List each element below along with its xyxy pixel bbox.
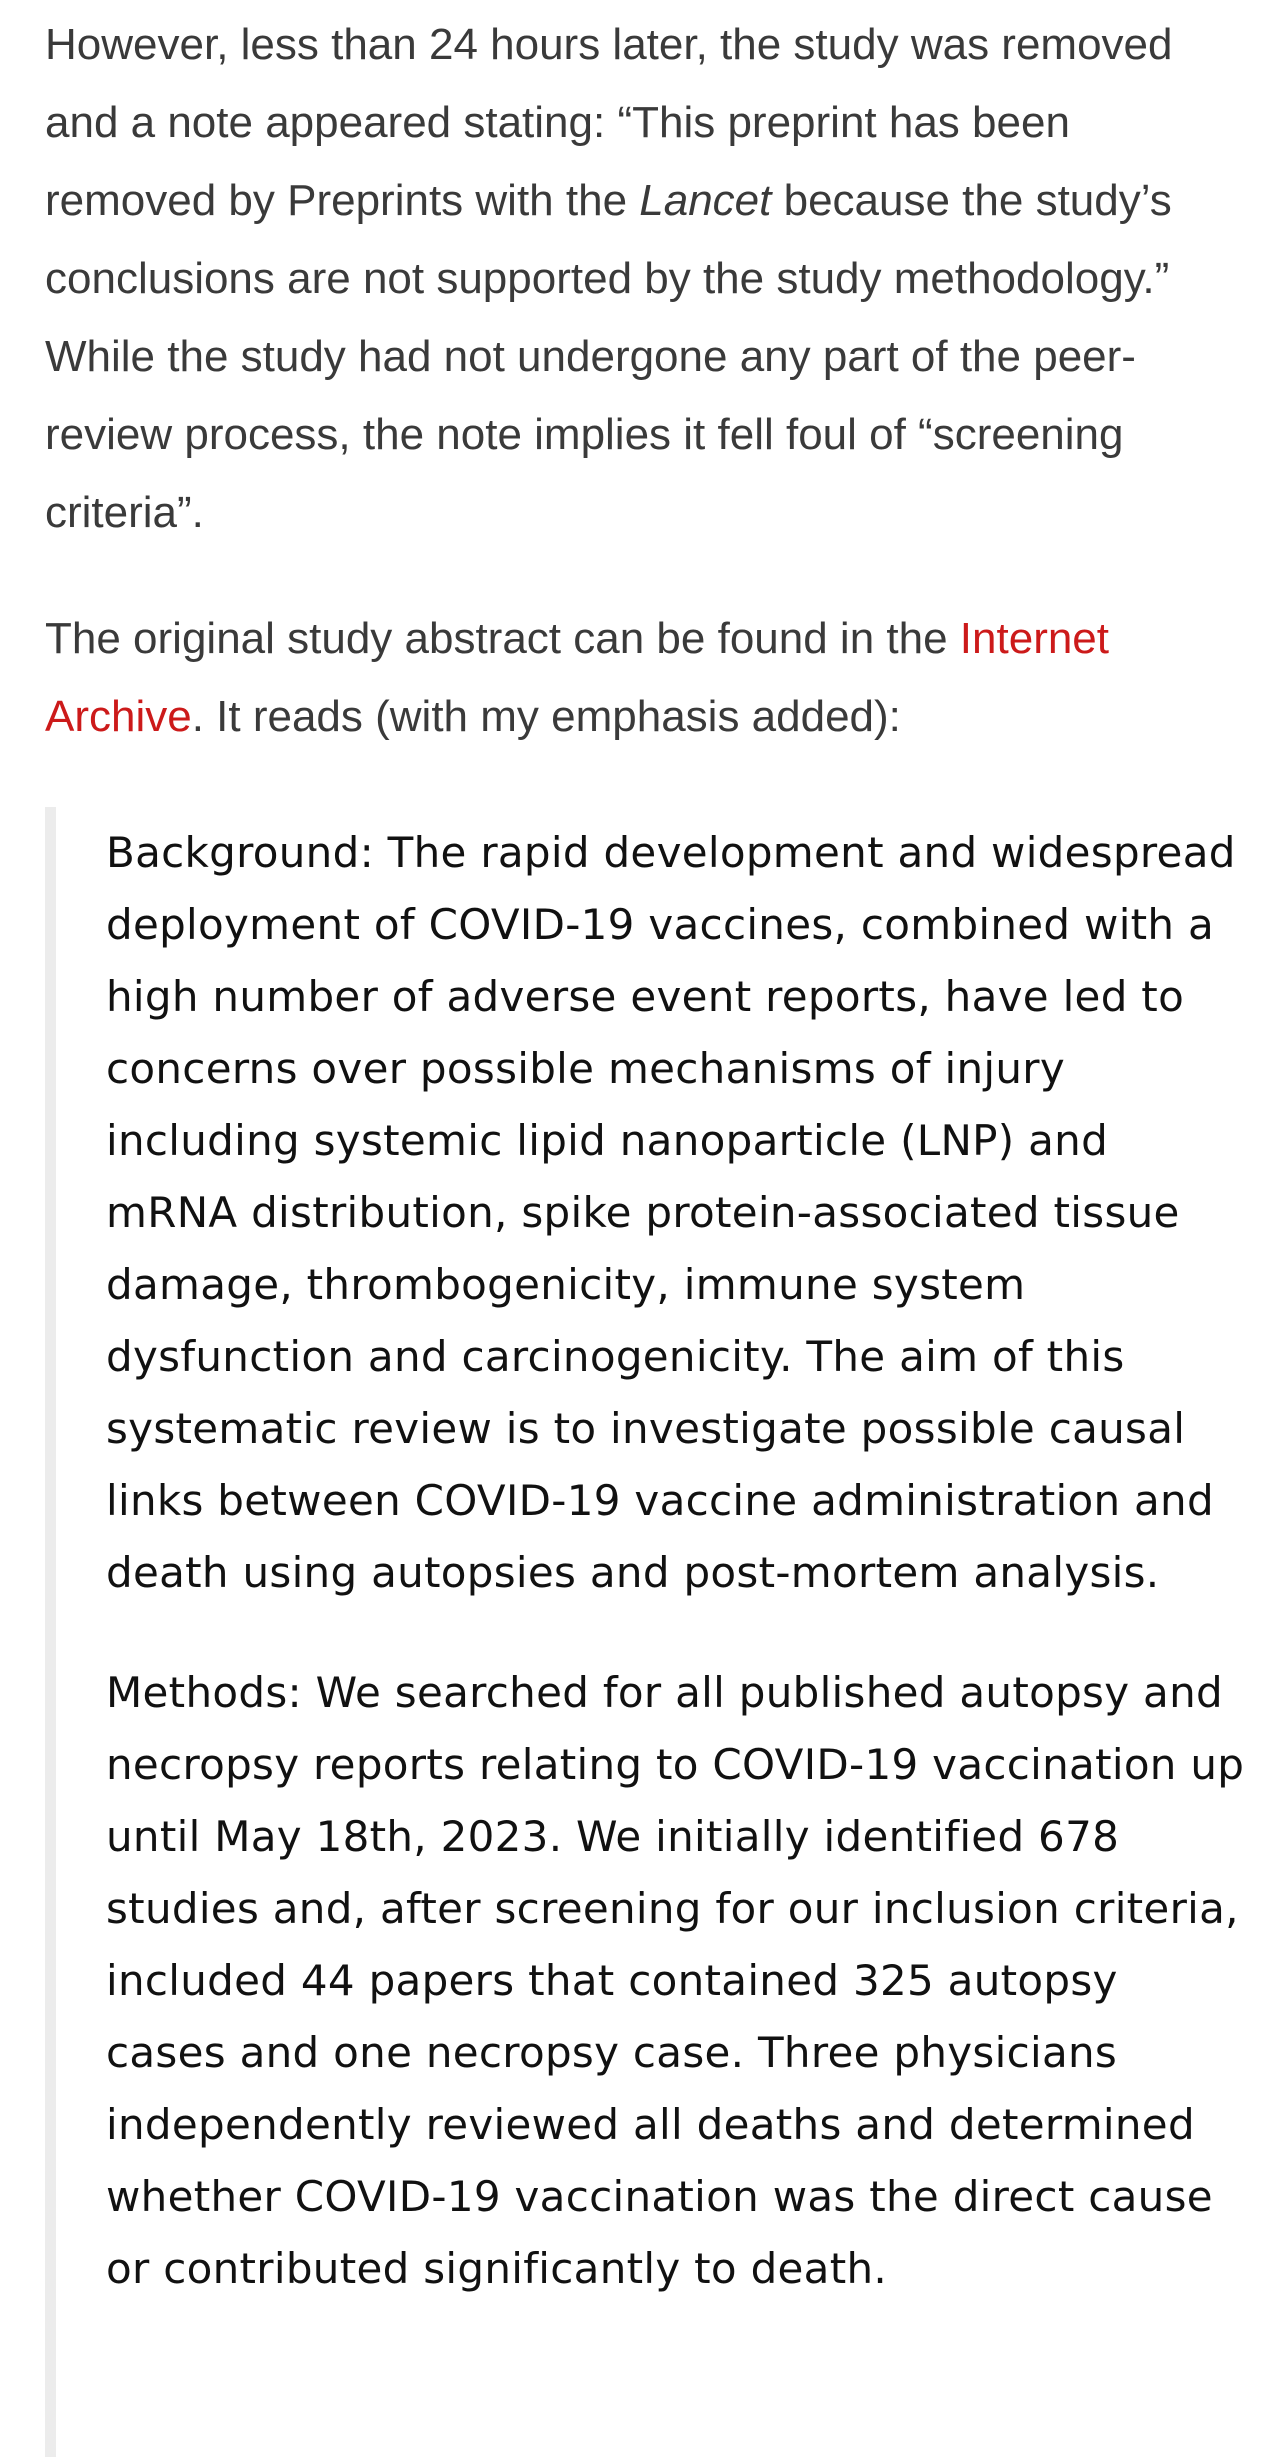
paragraph-2-text-after: . It reads (with my emphasis added): <box>191 692 901 741</box>
paragraph-removal-note <box>45 6 1250 552</box>
abstract-background: Background: The rapid development and widespread deployment of COVID-19 vaccines, combined with a high number of adverse event reports, have led to concerns over possible mechanisms of injury including systemic lipid nanoparticle (LNP) and mRNA distribution, spike protein-associated tissue damage, thrombogenicity, immune system dysfunction and carcinogenicity. The aim of this systematic review is to investigate possible causal links between COVID-19 vaccine administration and death using autopsies and post-mortem analysis. <box>106 828 1236 1597</box>
paragraph-archive-link <box>45 600 1250 756</box>
abstract-methods: Methods: We searched for all published autopsy and necropsy reports relating to COVID-19 vaccination up until May 18th, 2023. We initially identified 678 studies and, after screening for our inclusion criteria, included 44 papers that contained 325 autopsy cases and one necropsy case. Three physicians independently reviewed all deaths and determined whether COVID-19 vaccination was the direct cause or contributed significantly to death. <box>106 1668 1245 2293</box>
internet-archive-link[interactable]: Internet Archive <box>45 614 1110 741</box>
paragraph-1-text-before: However, less than 24 hours later, the study was removed and a note appeared stating: “This preprint has been removed by Preprints with the <box>45 20 1173 225</box>
article-body <box>45 0 1250 756</box>
paragraph-1-text-after: because the study’s conclusions are not supported by the study methodology.” While the study had not undergone any part of the peer-review process, the note implies it fell foul of “screening criteria”. <box>45 176 1172 537</box>
paragraph-2-text-before: The original study abstract can be found in the <box>45 614 960 663</box>
abstract-blockquote <box>45 807 1250 2457</box>
lancet-italic: Lancet <box>639 176 772 225</box>
